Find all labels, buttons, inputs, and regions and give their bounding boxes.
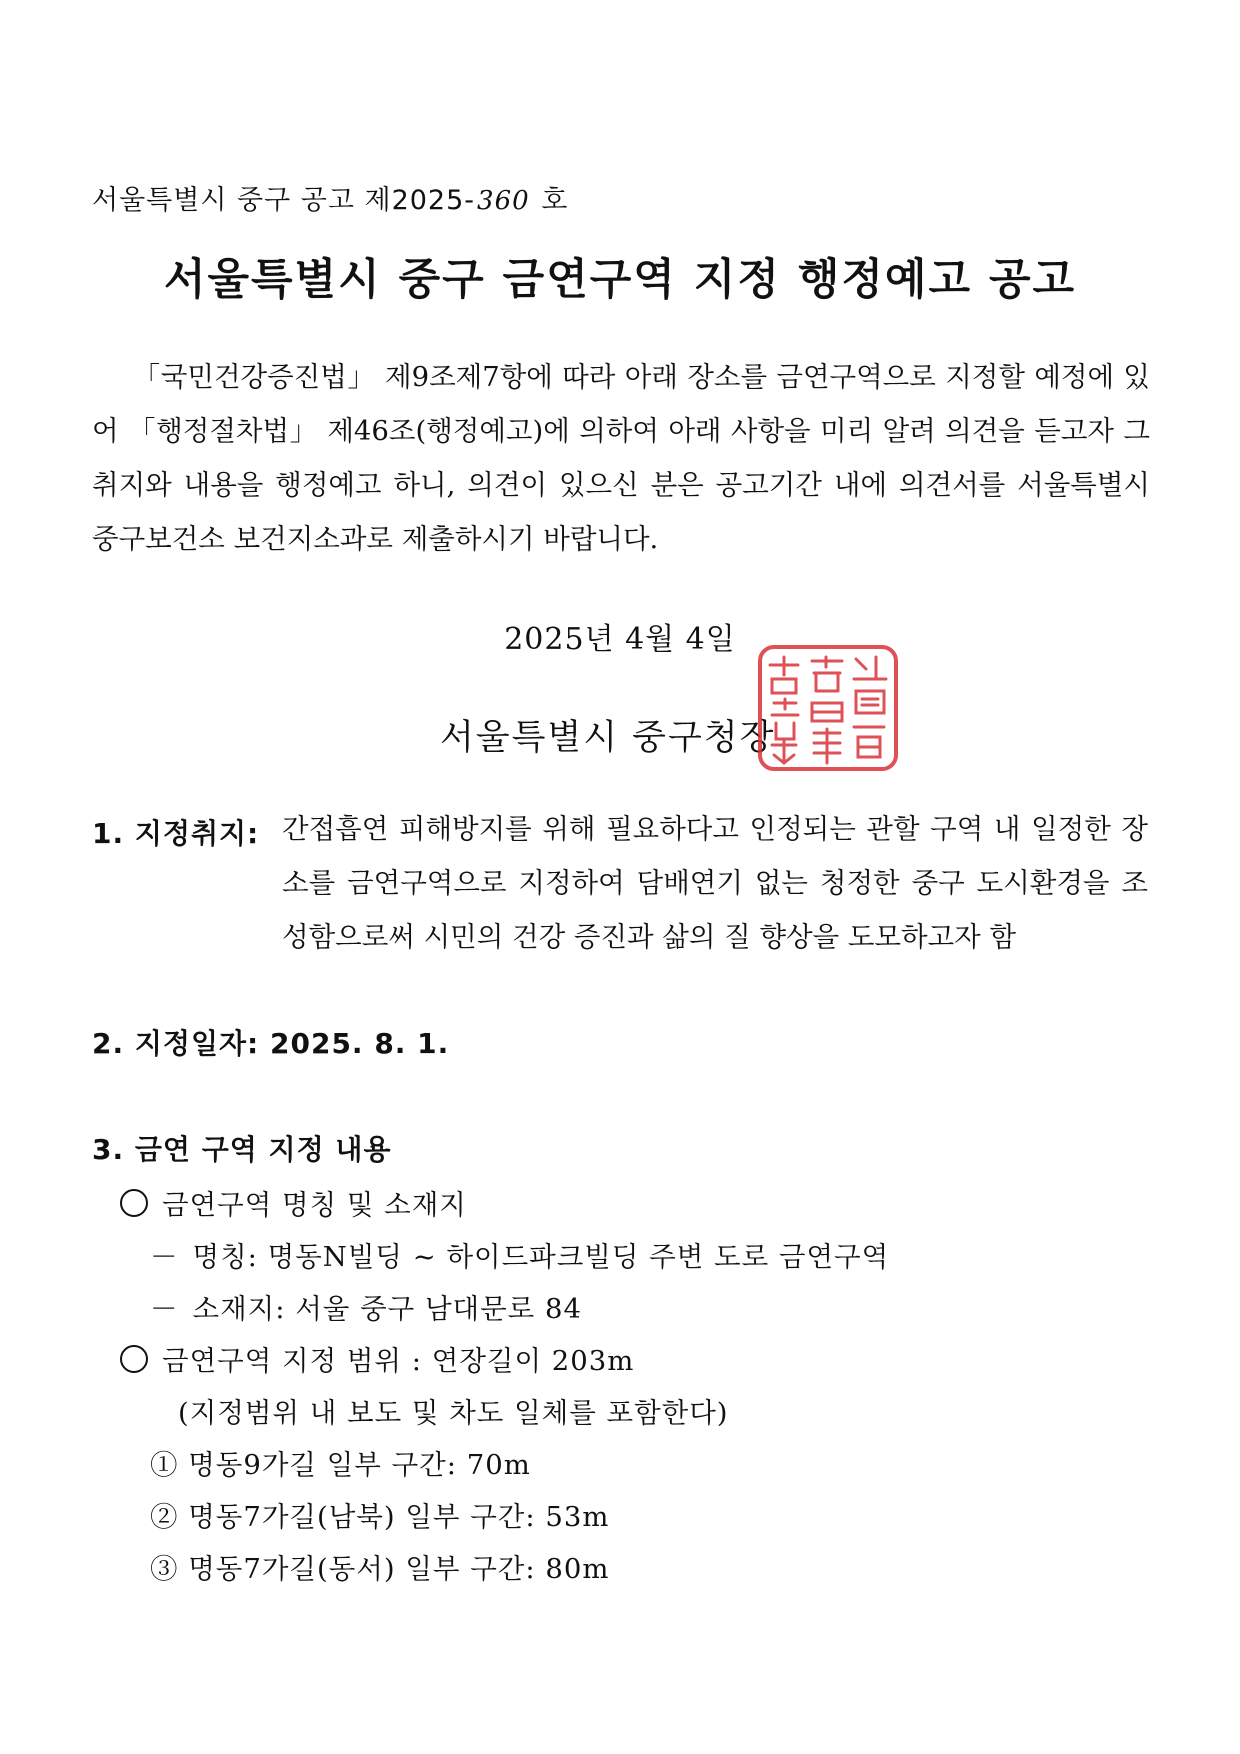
dash-icon: －	[150, 1241, 179, 1273]
official-seal-icon	[756, 643, 900, 773]
scope-note: (지정범위 내 보도 및 차도 일체를 포함한다)	[178, 1397, 729, 1429]
zone-name-line	[150, 1234, 889, 1274]
notice-number-handwritten: 360	[477, 186, 530, 216]
bullet-location	[120, 1182, 467, 1222]
segment-item: ③ 명동7가길(동서) 일부 구간: 80m	[150, 1553, 610, 1585]
section1-label: 1. 지정취지:	[92, 817, 260, 850]
notice-number-prefix: 서울특별시 중구 공고 제2025-	[92, 185, 476, 216]
document-title: 서울특별시 중구 금연구역 지정 행정예고 공고	[163, 255, 1077, 305]
notice-date: 2025년 4월 4일	[504, 622, 736, 657]
dash-icon: －	[150, 1293, 179, 1325]
segment-item: ② 명동7가길(남북) 일부 구간: 53m	[150, 1501, 610, 1533]
segment-item: ① 명동9가길 일부 구간: 70m	[150, 1449, 531, 1481]
issuer-name: 서울특별시 중구청장	[440, 718, 776, 758]
circle-bullet-icon	[120, 1345, 148, 1373]
intro-paragraph-text: 「국민건강증진법」 제9조제7항에 따라 아래 장소를 금연구역으로 지정할 예정에 있어 「행정절차법」 제46조(행정예고)에 의하여 아래 사항을 미리 알려 의견을 듣고자 그 취지와 내용을 행정예고 하니, 의견이 있으신 분은 공고기간 내에 의견서를 서울특별시 중구보건소 보건지소과로 제출하시기 바랍니다.	[92, 361, 1150, 555]
notice-number	[92, 178, 568, 217]
intro-paragraph	[92, 350, 1150, 566]
section2-label: 2. 지정일자: 2025. 8. 1.	[92, 1027, 450, 1060]
bullet-scope-text: 금연구역 지정 범위 : 연장길이 203m	[162, 1345, 635, 1377]
zone-address-text: 소재지: 서울 중구 남대문로 84	[192, 1293, 582, 1325]
bullet-scope	[120, 1338, 634, 1378]
notice-number-suffix: 호	[541, 185, 569, 216]
circle-bullet-icon	[120, 1189, 148, 1217]
section1-text: 간접흡연 피해방지를 위해 필요하다고 인정되는 관할 구역 내 일정한 장소를 금연구역으로 지정하여 담배연기 없는 청정한 중구 도시환경을 조성함으로써 시민의 건강 증진과 삶의 질 향상을 도모하고자 함	[282, 813, 1148, 953]
bullet-location-text: 금연구역 명칭 및 소재지	[162, 1189, 467, 1221]
zone-address-line	[150, 1286, 582, 1326]
zone-name-text: 명칭: 명동N빌딩 ~ 하이드파크빌딩 주변 도로 금연구역	[192, 1241, 890, 1273]
section3-label: 3. 금연 구역 지정 내용	[92, 1133, 392, 1166]
